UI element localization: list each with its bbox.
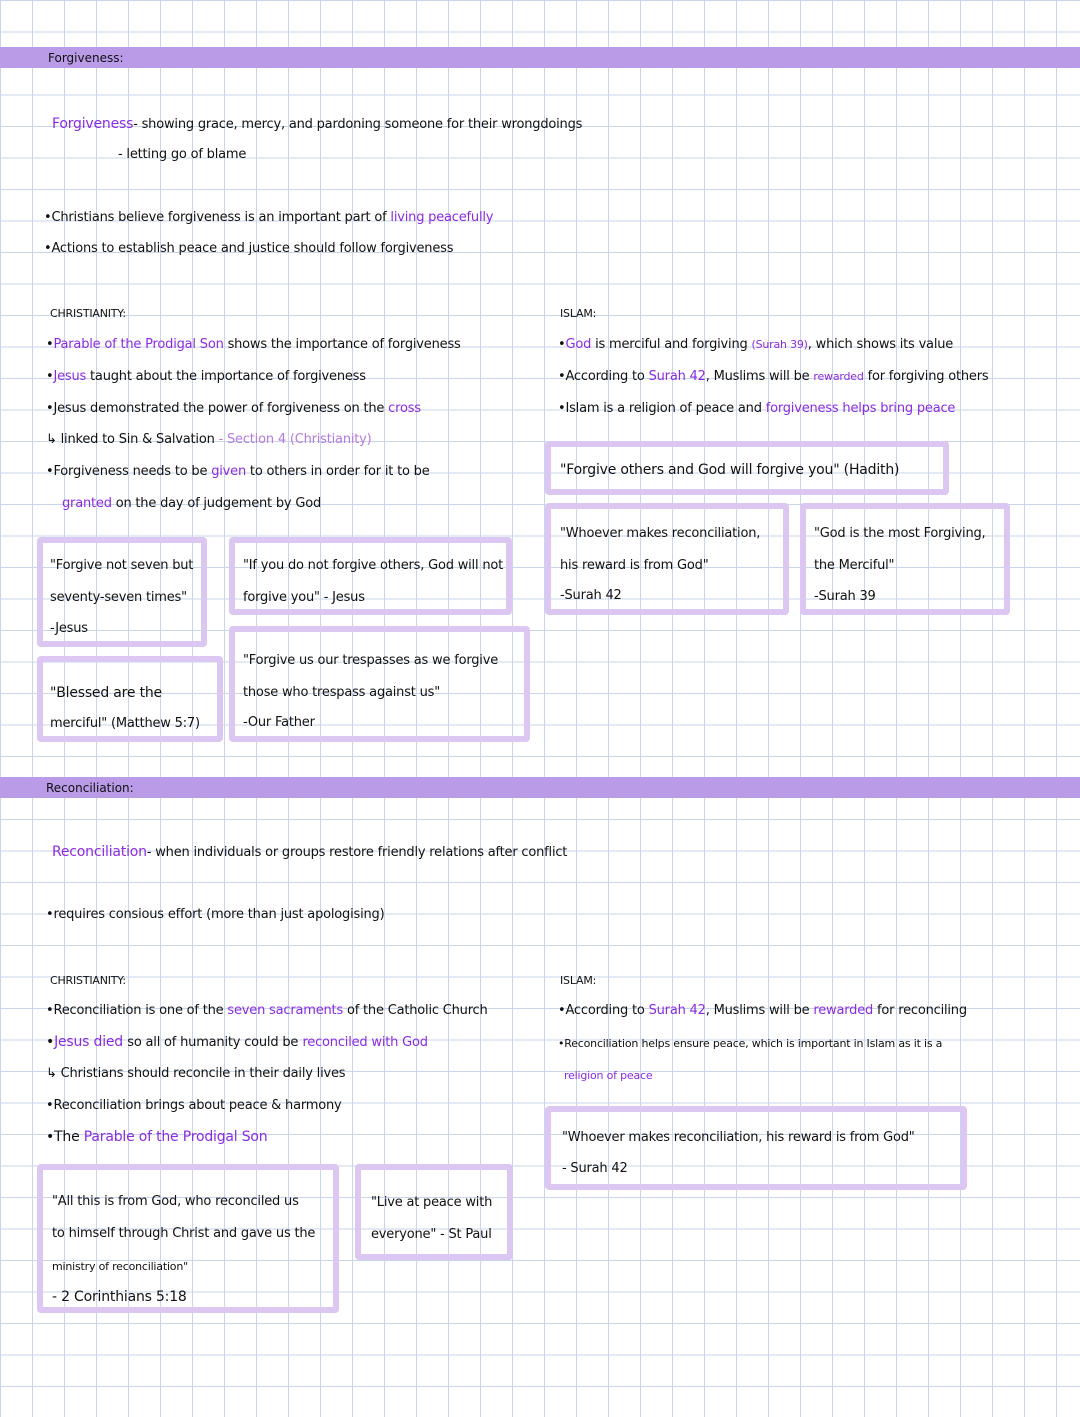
recon-christianity-point-3: ↳ Christians should reconcile in their daily lives bbox=[46, 1066, 346, 1081]
christianity-point-6: granted on the day of judgement by God bbox=[62, 496, 322, 511]
quote-our-father-l3: -Our Father bbox=[243, 715, 315, 730]
section-band-forgiveness bbox=[0, 47, 1080, 68]
quote-surah-42-recon-l1: "Whoever makes reconciliation, his reward is from God" bbox=[562, 1130, 915, 1145]
recon-islam-point-1: •According to Surah 42, Muslims will be rewarded for reconciling bbox=[558, 1003, 967, 1018]
recon-christianity-point-4: •Reconciliation brings about peace & harmony bbox=[46, 1098, 342, 1113]
quote-our-father-l1: "Forgive us our trespasses as we forgive bbox=[243, 653, 498, 668]
forgiveness-bullet-2: •Actions to establish peace and justice should follow forgiveness bbox=[44, 241, 454, 256]
reconciliation-bullet-1: •requires consious effort (more than just apologising) bbox=[46, 907, 385, 922]
quote-blessed-l2: merciful" (Matthew 5:7) bbox=[50, 716, 200, 731]
islam-point-3: •Islam is a religion of peace and forgiveness helps bring peace bbox=[558, 401, 956, 416]
quote-surah-42-l2: his reward is from God" bbox=[560, 558, 709, 573]
forgiveness-term: Forgiveness bbox=[52, 116, 134, 132]
forgiveness-section-title: Forgiveness: bbox=[48, 51, 124, 65]
quote-hadith: "Forgive others and God will forgive you" (Hadith) bbox=[560, 462, 900, 478]
quote-corinthians-l4: - 2 Corinthians 5:18 bbox=[52, 1289, 187, 1305]
islam-point-2: •According to Surah 42, Muslims will be rewarded for forgiving others bbox=[558, 369, 989, 384]
reconciliation-islam-heading: ISLAM: bbox=[560, 974, 597, 987]
quote-blessed-l1: "Blessed are the bbox=[50, 685, 162, 701]
forgiveness-christianity-heading: CHRISTIANITY: bbox=[50, 307, 126, 320]
quote-surah-42-recon-l2: - Surah 42 bbox=[562, 1161, 628, 1176]
quote-corinthians-l1: "All this is from God, who reconciled us bbox=[52, 1194, 299, 1209]
christianity-point-3: •Jesus demonstrated the power of forgiveness on the cross bbox=[46, 401, 421, 416]
quote-seventy-seven-l3: -Jesus bbox=[50, 621, 88, 636]
quote-surah-42-l1: "Whoever makes reconciliation, bbox=[560, 526, 761, 541]
recon-christianity-point-1: •Reconciliation is one of the seven sacraments of the Catholic Church bbox=[46, 1003, 488, 1018]
quote-surah-39-l3: -Surah 39 bbox=[814, 589, 876, 604]
christianity-point-2: •Jesus taught about the importance of forgiveness bbox=[46, 369, 366, 384]
forgiveness-definition-line2: - letting go of blame bbox=[118, 147, 247, 162]
recon-christianity-point-2: •Jesus died so all of humanity could be reconciled with God bbox=[46, 1034, 428, 1050]
christianity-point-4: ↳ linked to Sin & Salvation - Section 4 (Christianity) bbox=[46, 432, 372, 447]
quote-box-st-paul bbox=[355, 1164, 513, 1260]
quote-seventy-seven-l1: "Forgive not seven but bbox=[50, 558, 194, 573]
quote-forgive-others-l2: forgive you" - Jesus bbox=[243, 590, 365, 605]
section-band-reconciliation bbox=[0, 777, 1080, 798]
forgiveness-definition: Forgiveness- showing grace, mercy, and pardoning someone for their wrongdoings bbox=[52, 116, 583, 132]
reconciliation-term: Reconciliation bbox=[52, 844, 147, 860]
recon-islam-point-2: •Reconciliation helps ensure peace, which is important in Islam as it is a bbox=[558, 1037, 943, 1050]
reconciliation-definition: Reconciliation- when individuals or groups restore friendly relations after conflict bbox=[52, 844, 568, 860]
quote-seventy-seven-l2: seventy-seven times" bbox=[50, 590, 187, 605]
quote-our-father-l2: those who trespass against us" bbox=[243, 685, 441, 700]
quote-forgive-others-l1: "If you do not forgive others, God will not bbox=[243, 558, 504, 573]
islam-point-1: •God is merciful and forgiving (Surah 39), which shows its value bbox=[558, 337, 954, 352]
forgiveness-islam-heading: ISLAM: bbox=[560, 307, 597, 320]
recon-christianity-point-5: •The Parable of the Prodigal Son bbox=[46, 1129, 268, 1145]
quote-corinthians-l2: to himself through Christ and gave us the bbox=[52, 1226, 316, 1241]
quote-corinthians-l3: ministry of reconciliation" bbox=[52, 1260, 188, 1273]
quote-surah-39-l2: the Merciful" bbox=[814, 558, 895, 573]
christianity-point-5: •Forgiveness needs to be given to others in order for it to be bbox=[46, 464, 430, 479]
quote-surah-39-l1: "God is the most Forgiving, bbox=[814, 526, 986, 541]
reconciliation-section-title: Reconciliation: bbox=[46, 781, 134, 795]
quote-surah-42-l3: -Surah 42 bbox=[560, 588, 622, 603]
christianity-point-1: •Parable of the Prodigal Son shows the importance of forgiveness bbox=[46, 337, 461, 352]
forgiveness-bullet-1: •Christians believe forgiveness is an important part of living peacefully bbox=[44, 210, 494, 225]
quote-st-paul-l2: everyone" - St Paul bbox=[371, 1227, 492, 1242]
reconciliation-christianity-heading: CHRISTIANITY: bbox=[50, 974, 126, 987]
quote-st-paul-l1: "Live at peace with bbox=[371, 1195, 493, 1210]
recon-islam-point-2-highlight: religion of peace bbox=[564, 1069, 653, 1082]
